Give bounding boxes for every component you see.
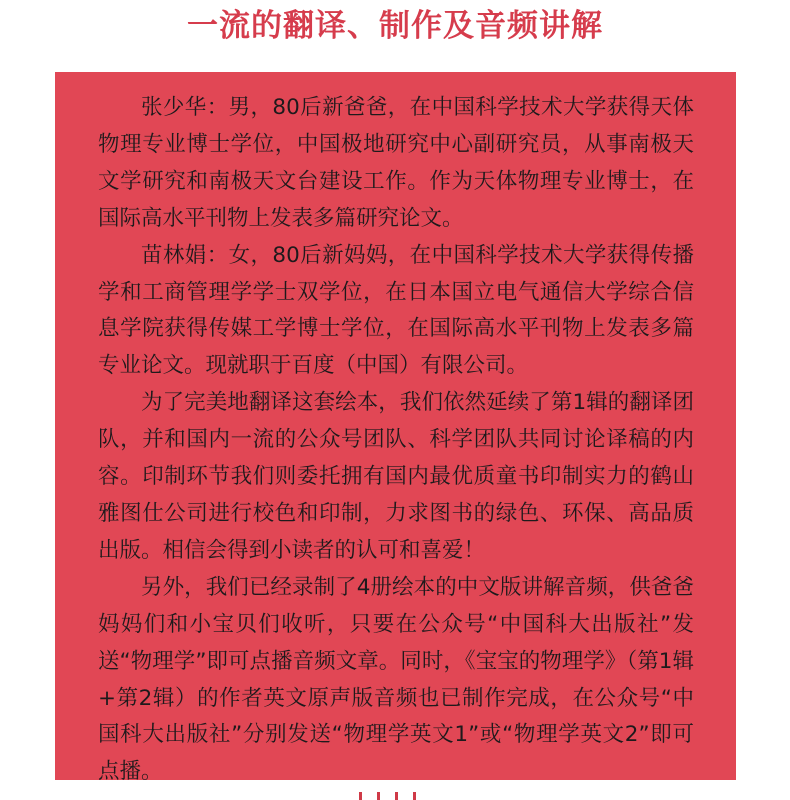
translator-bio-miao: 苗林娟：女，80后新妈妈，在中国科学技术大学获得传播学和工商管理学学士双学位，在日本国立电气通信大学综合信息学院获得传媒工学博士学位，在国际高水平刊物上发表多篇专业论文。现就职于百度（中国）有限公司。 xyxy=(98,242,694,379)
production-paragraph: 为了完美地翻译这套绘本，我们依然延续了第1辑的翻译团队，并和国内一流的公众号团队、科学团队共同讨论译稿的内容。印制环节我们则委托拥有国内最优质童书印制实力的鹤山雅图仕公司进行校色和印制，力求图书的绿色、环保、高品质出版。相信会得到小读者的认可和喜爱！ xyxy=(98,390,694,563)
translator-bio-zhang: 张少华：男，80后新爸爸，在中国科学技术大学获得天体物理专业博士学位，中国极地研究中心副研究员，从事南极天文学研究和南极天文台建设工作。作为天体物理专业博士，在国际高水平刊物上发表多篇研究论文。 xyxy=(98,95,694,231)
audio-paragraph: 另外，我们已经录制了4册绘本的中文版讲解音频，供爸爸妈妈们和小宝贝们收听，只要在公众号“中国科大出版社”发送“物理学”即可点播音频文章。同时，《宝宝的物理学》（第1辑+第2辑）的作者英文原声版音频也已制作完成，在公众号“中国科大出版社”分别发送“物理学英文1”或“物理学英文2”即可点播。 xyxy=(98,574,694,785)
next-section-heading-fragment xyxy=(355,792,425,800)
section-heading: 一流的翻译、制作及音频讲解 xyxy=(187,8,603,44)
intro-text-panel xyxy=(55,72,736,785)
